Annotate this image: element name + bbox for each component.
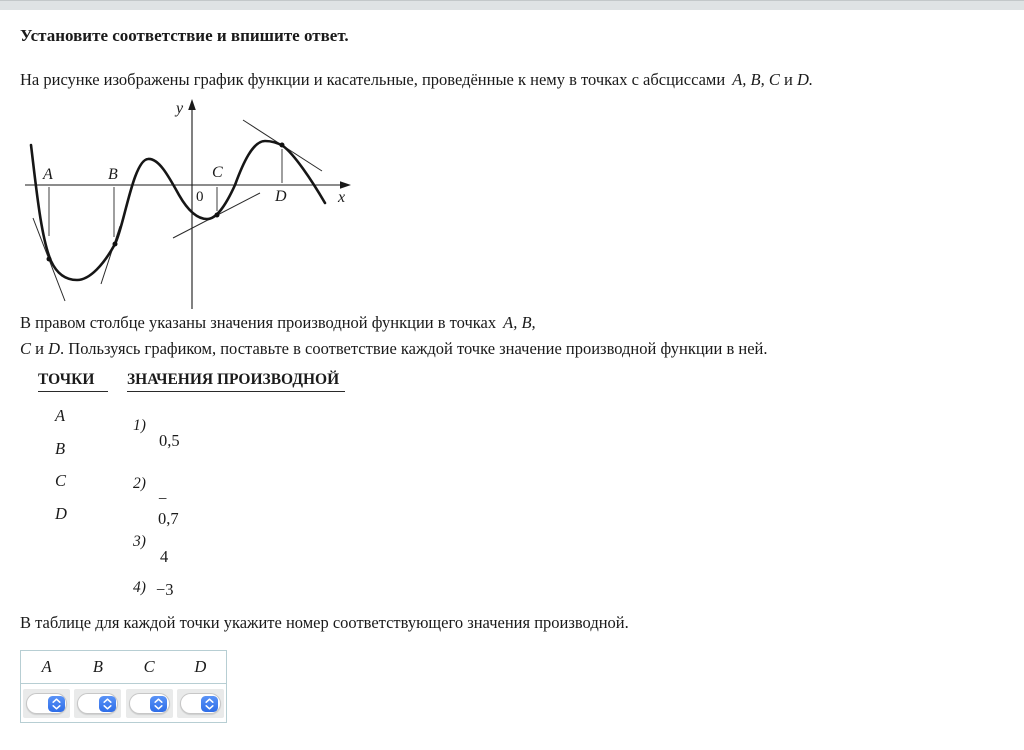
up-down-chevrons-icon	[48, 696, 65, 712]
value-text: 0,5	[159, 431, 180, 450]
function-graph	[20, 98, 360, 313]
answer-select-d[interactable]	[177, 689, 224, 718]
value-text: −3	[156, 580, 174, 599]
select-field	[77, 693, 118, 714]
answer-cell-d	[175, 684, 226, 722]
point-item-d: D	[55, 504, 67, 523]
origin-label: 0	[196, 189, 204, 205]
answer-select-c[interactable]	[126, 689, 173, 718]
table-instruction: В таблице для каждой точки укажите номер соответствующего значения производной.	[20, 613, 629, 632]
middle-point-c: C	[20, 339, 32, 358]
point-d-dot	[280, 143, 285, 148]
middle-paragraph-line1: В правом столбце указаны значения производной функции в точках A, B,	[20, 313, 536, 332]
page-title: Установите соответствие и впишите ответ.	[20, 26, 349, 45]
up-down-chevrons-icon	[150, 696, 167, 712]
select-field	[26, 693, 67, 714]
answer-table-header-row	[21, 651, 226, 684]
intro-point-d: D.	[796, 70, 814, 89]
values-column-header: ЗНАЧЕНИЯ ПРОИЗВОДНОЙ	[127, 371, 345, 392]
value-number: 4)	[133, 579, 146, 596]
graph-label-a: A	[43, 166, 53, 183]
point-item-a: A	[55, 406, 66, 425]
up-down-chevrons-icon	[99, 696, 116, 712]
answer-column-c: C	[143, 657, 155, 676]
up-down-chevrons-icon	[201, 696, 218, 712]
point-item-b: B	[55, 439, 66, 458]
answer-table	[20, 650, 227, 723]
value-text: − 0,7	[158, 489, 179, 528]
answer-column-b: B	[92, 657, 103, 676]
answer-select-a[interactable]	[23, 689, 70, 718]
y-axis-arrow-icon	[188, 99, 196, 110]
middle-point-d: D	[48, 339, 61, 358]
select-field	[180, 693, 221, 714]
middle-paragraph-line2: C и D. Пользуясь графиком, поставьте в соответствие каждой точке значение производной функции в ней.	[20, 339, 768, 358]
graph-label-c: C	[212, 164, 223, 181]
intro-conj: и	[784, 70, 793, 89]
answer-column-d: D	[194, 657, 207, 676]
answer-cell-c	[124, 684, 175, 722]
answer-column-a: A	[41, 657, 52, 676]
function-curve	[31, 141, 325, 280]
tangent-b	[101, 226, 120, 284]
middle-points-ab: A, B,	[503, 313, 536, 332]
value-text: 4	[160, 547, 169, 566]
answer-select-b[interactable]	[74, 689, 121, 718]
intro-text: На рисунке изображены график функции и касательные, проведённые к нему в точках с абсциссами	[20, 70, 726, 89]
select-field	[129, 693, 170, 714]
point-c-dot	[215, 213, 220, 218]
answer-cell-b	[72, 684, 123, 722]
graph-label-d: D	[275, 188, 287, 205]
x-axis-arrow-icon	[340, 181, 351, 189]
y-axis-label: y	[176, 100, 184, 117]
top-strip	[0, 0, 1024, 10]
value-number: 2)	[133, 475, 146, 492]
function-graph-svg	[20, 98, 360, 313]
point-b-dot	[113, 242, 118, 247]
answer-cell-a	[21, 684, 72, 722]
point-a-dot	[47, 257, 52, 262]
intro-paragraph	[20, 70, 813, 90]
intro-points-abc: A, B, C	[732, 70, 780, 89]
point-item-c: C	[55, 471, 67, 490]
value-number: 1)	[133, 417, 146, 434]
value-number: 3)	[133, 533, 146, 550]
graph-label-b: B	[108, 166, 118, 183]
x-axis-label: x	[338, 189, 346, 206]
points-column-header: ТОЧКИ	[38, 371, 108, 392]
answer-table-input-row	[21, 684, 226, 722]
